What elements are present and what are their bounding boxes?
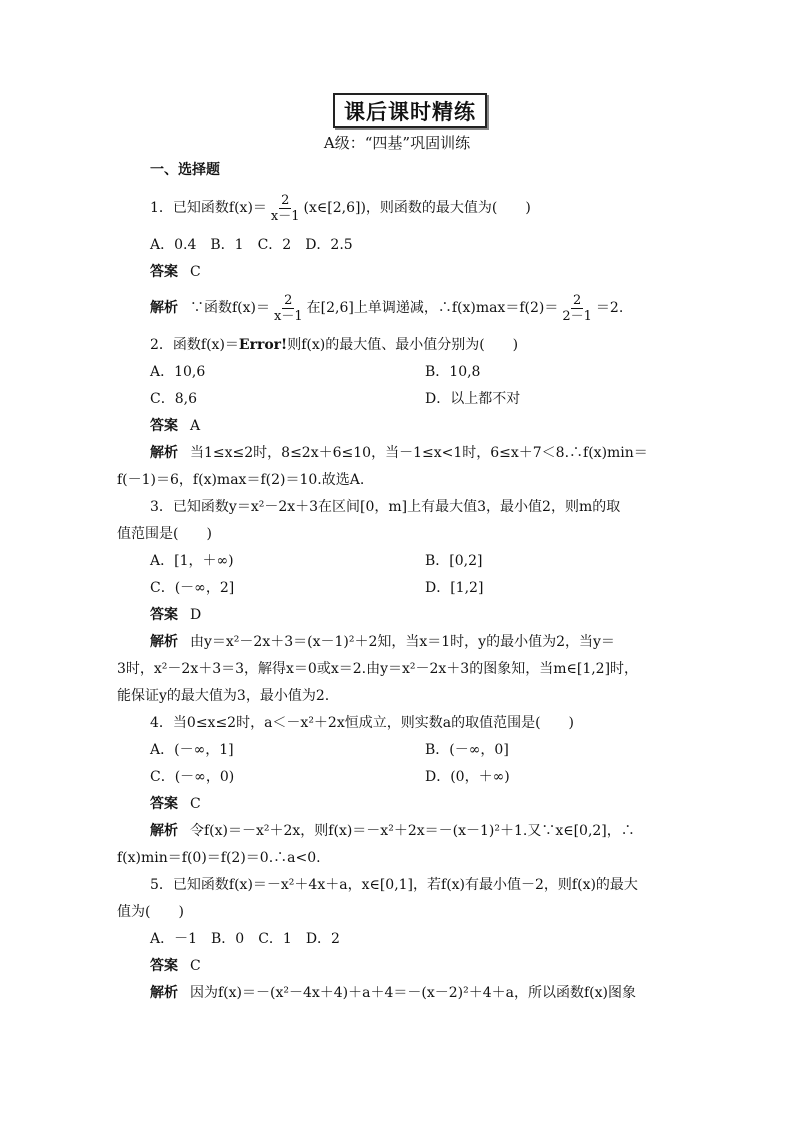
q4-option-b: B．(－∞，0] [425,742,509,758]
answer-label: 答案 [150,418,178,434]
q4-stem: 4．当0≤x≤2时，a＜－x²＋2x恒成立，则实数a的取值范围是( ) [150,715,575,731]
q3-solution-line1 [150,632,615,652]
q1-sol-post: ＝2. [595,300,624,316]
q2-stem-error: Error! [238,337,288,353]
q5-solution-line1 [150,983,636,1003]
q5-answer [150,956,201,976]
q4-answer [150,794,201,814]
q1-sol-frac1-num: 2 [284,292,293,308]
q3-stem-line1: 3．已知函数y＝x²－2x＋3在区间[0，m]上有最大值3，最小值2，则m的取 [150,499,621,515]
q1-sol-mid: 在[2,6]上单调递减，∴f(x)max＝f(2)＝ [306,300,559,316]
q4-option-d: D．(0，＋∞) [425,769,510,785]
q3-answer [150,605,201,625]
q2-solution-line2: f(－1)＝6，f(x)max＝f(2)＝10.故选A. [117,472,365,488]
q3-option-a: A．[1，＋∞) [150,553,234,569]
solution-label: 解析 [150,823,178,839]
answer-label: 答案 [150,796,178,812]
q2-answer [150,416,200,436]
q1-frac-num: 2 [281,192,290,208]
q2-sol-line1: 当1≤x≤2时，8≤2x＋6≤10，当－1≤x<1时，6≤x＋7＜8.∴f(x)min＝ [190,445,648,461]
q3-option-c: C．(－∞，2] [150,580,235,596]
q3-solution-line3: 能保证y的最大值为3，最小值为2. [117,688,330,704]
q1-stem [150,191,531,225]
q4-option-c: C．(－∞，0) [150,769,235,785]
q4-sol-line1: 令f(x)＝－x²＋2x，则f(x)＝－x²＋2x＝－(x－1)²＋1.又∵x∈[0,2]，∴ [190,823,635,839]
page-title: 课后课时精练 [344,98,476,124]
q2-stem-pre: 2．函数f(x)＝ [150,337,239,353]
q5-options: A．－1 B．0 C．1 D．2 [150,931,340,947]
title-box [333,93,487,128]
q1-stem-pre: 1．已知函数f(x)＝ [150,200,267,216]
subtitle: A级：“四基”巩固训练 [323,134,471,152]
q4-solution-line1 [150,821,635,841]
solution-label: 解析 [150,445,178,461]
q1-answer [150,262,201,282]
q1-frac-den: x－1 [270,208,300,224]
q1-solution [150,291,623,325]
q2-answer-value: A [190,418,201,434]
answer-label: 答案 [150,264,178,280]
q1-sol-fraction-1 [272,293,305,324]
q3-option-b: B．[0,2] [425,553,483,569]
q2-stem [150,335,518,355]
q5-stem-line2: 值为( ) [117,904,184,920]
q1-stem-post: (x∈[2,6])，则函数的最大值为( ) [303,200,531,216]
q1-sol-frac2-num: 2 [572,292,582,308]
q5-sol-line1: 因为f(x)＝－(x²－4x＋4)＋a＋4＝－(x－2)²＋4＋a，所以函数f(x)图象 [190,985,636,1001]
q2-option-a: A．10,6 [150,364,206,380]
q2-solution-line1 [150,443,648,463]
q1-sol-fraction-2 [560,293,594,324]
section-heading: 一、选择题 [150,162,220,178]
q2-option-b: B．10,8 [425,364,481,380]
q1-options: A．0.4 B．1 C．2 D．2.5 [150,237,353,253]
solution-label: 解析 [150,300,178,316]
q1-sol-frac1-den: x－1 [274,308,303,324]
q3-answer-value: D [190,607,202,623]
q3-option-d: D．[1,2] [425,580,484,596]
q1-answer-value: C [190,264,201,280]
q2-option-d: D．以上都不对 [425,391,521,407]
q3-solution-line2: 3时，x²－2x＋3＝3，解得x＝0或x＝2.由y＝x²－2x＋3的图象知，当m∈[1,2]时， [117,661,639,677]
q4-option-a: A．(－∞，1] [150,742,234,758]
answer-label: 答案 [150,607,178,623]
answer-label: 答案 [150,958,178,974]
q1-sol-frac2-den: 2－1 [562,308,592,324]
q3-stem-line2: 值范围是( ) [117,526,212,542]
q2-option-c: C．8,6 [150,391,197,407]
solution-label: 解析 [150,985,178,1001]
q4-solution-line2: f(x)min＝f(0)＝f(2)＝0.∴a<0. [117,850,321,866]
q2-stem-post: 则f(x)的最大值、最小值分别为( ) [287,337,519,353]
q3-sol-line1: 由y＝x²－2x＋3＝(x－1)²＋2知，当x＝1时，y的最小值为2，当y＝ [190,634,615,650]
q4-answer-value: C [190,796,201,812]
q1-sol-pre: ∵函数f(x)＝ [190,300,271,316]
q5-stem-line1: 5．已知函数f(x)＝－x²＋4x＋a，x∈[0,1]，若f(x)有最小值－2，则f(x)的最大 [150,877,638,893]
q1-fraction [269,193,302,224]
solution-label: 解析 [150,634,178,650]
q5-answer-value: C [190,958,201,974]
